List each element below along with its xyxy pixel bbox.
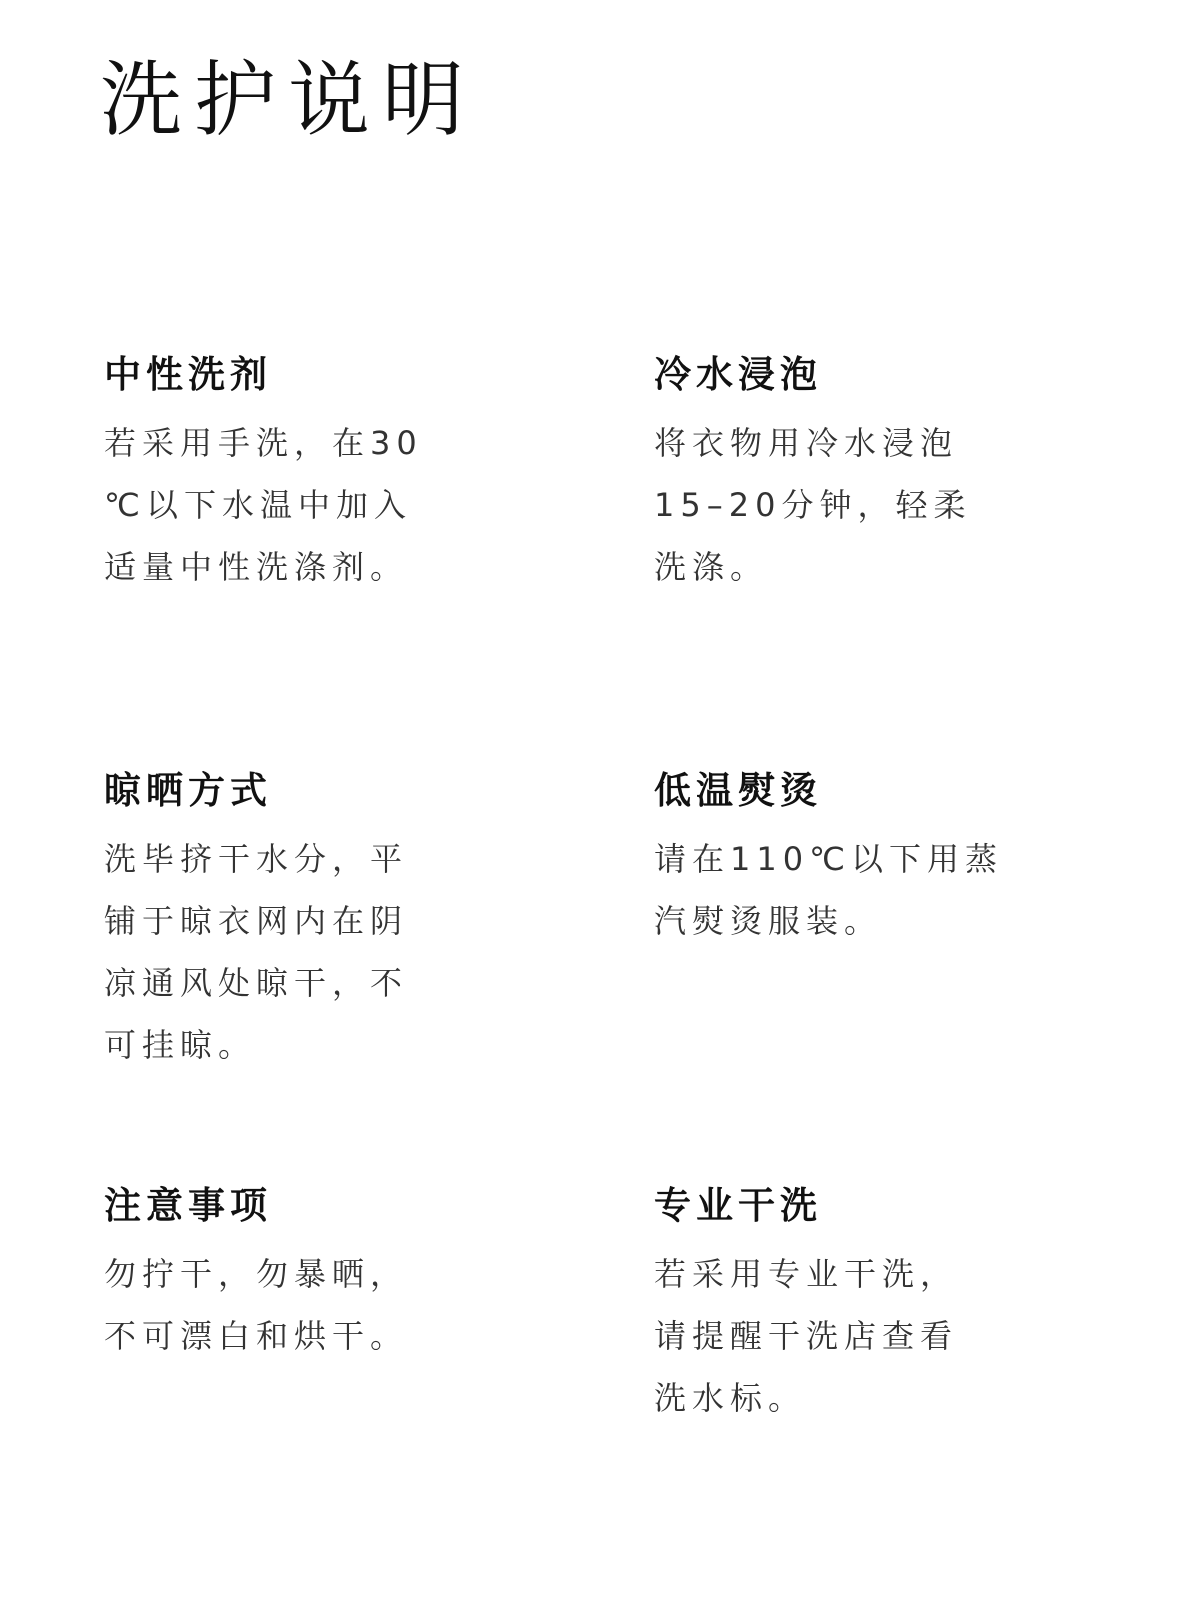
body-line: 将衣物用冷水浸泡 xyxy=(654,424,959,463)
care-section-neutral-detergent xyxy=(104,352,464,598)
body-line: 请在110℃以下用蒸 xyxy=(654,840,1004,879)
section-body xyxy=(104,1243,464,1367)
body-line: 若采用手洗，在30 xyxy=(104,424,423,463)
care-section-drying-method xyxy=(104,768,464,1076)
body-line: 洗涤。 xyxy=(654,548,769,587)
section-heading: 冷水浸泡 xyxy=(654,353,822,396)
body-line: 铺于晾衣网内在阴 xyxy=(104,902,409,941)
section-body xyxy=(104,828,464,1076)
body-line: 若采用专业干洗， xyxy=(654,1255,959,1294)
body-line: ℃以下水温中加入 xyxy=(104,486,412,525)
page-title: 洗护说明 xyxy=(100,53,477,148)
body-line: 15–20分钟，轻柔 xyxy=(654,486,972,525)
section-heading: 注意事项 xyxy=(104,1184,272,1227)
body-line: 洗毕挤干水分，平 xyxy=(104,840,409,879)
section-body xyxy=(654,1243,1014,1429)
body-line: 汽熨烫服装。 xyxy=(654,902,883,941)
body-line: 凉通风处晾干，不 xyxy=(104,964,409,1003)
care-section-professional-dry-clean xyxy=(654,1183,1014,1429)
section-heading: 中性洗剂 xyxy=(104,353,272,396)
care-section-precautions xyxy=(104,1183,464,1367)
section-heading: 专业干洗 xyxy=(654,1184,822,1227)
body-line: 可挂晾。 xyxy=(104,1026,257,1065)
body-line: 不可漂白和烘干。 xyxy=(104,1317,409,1356)
body-line: 请提醒干洗店查看 xyxy=(654,1317,959,1356)
section-body xyxy=(654,828,1014,952)
care-section-cold-soak xyxy=(654,352,1014,598)
section-heading: 低温熨烫 xyxy=(654,769,822,812)
body-line: 适量中性洗涤剂。 xyxy=(104,548,409,587)
body-line: 洗水标。 xyxy=(654,1379,807,1418)
section-heading: 晾晒方式 xyxy=(104,769,272,812)
section-body xyxy=(104,412,464,598)
care-section-low-temp-ironing xyxy=(654,768,1014,952)
section-body xyxy=(654,412,1014,598)
body-line: 勿拧干，勿暴晒， xyxy=(104,1255,409,1294)
